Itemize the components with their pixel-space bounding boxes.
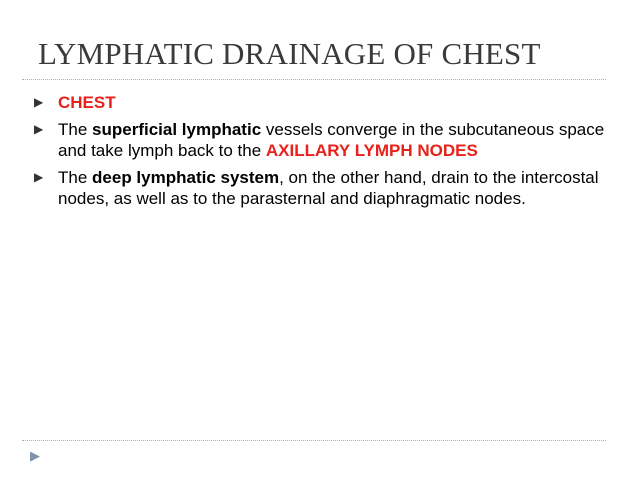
bullet-chest <box>34 92 624 113</box>
bullet-list <box>34 92 624 215</box>
corner-arrow-icon: ▶ <box>30 448 40 463</box>
bullet-deep <box>34 167 624 209</box>
footer-divider <box>22 440 606 441</box>
bullet-highlight: AXILLARY LYMPH NODES <box>265 141 478 160</box>
bullet-superficial <box>34 119 624 161</box>
bullet-bold-term: superficial lymphatic <box>92 120 262 139</box>
bullet-bold-term: deep lymphatic system <box>92 168 280 187</box>
bullet-prefix: The <box>58 168 93 187</box>
bullet-heading: CHEST <box>58 93 116 112</box>
title-divider <box>22 79 606 80</box>
triangle-bullet-icon: ▶ <box>34 95 44 109</box>
triangle-bullet-icon: ▶ <box>34 170 44 184</box>
bullet-text: vessels converge in the subcutaneous space and take lymph back to the <box>58 120 605 160</box>
bullet-prefix: The <box>58 120 93 139</box>
slide-title: LYMPHATIC DRAINAGE OF CHEST <box>38 36 541 71</box>
triangle-bullet-icon: ▶ <box>34 122 44 136</box>
bullet-text: , on the other hand, drain to the intercostal nodes, as well as to the parasternal and diaphragmatic nodes. <box>58 168 599 208</box>
